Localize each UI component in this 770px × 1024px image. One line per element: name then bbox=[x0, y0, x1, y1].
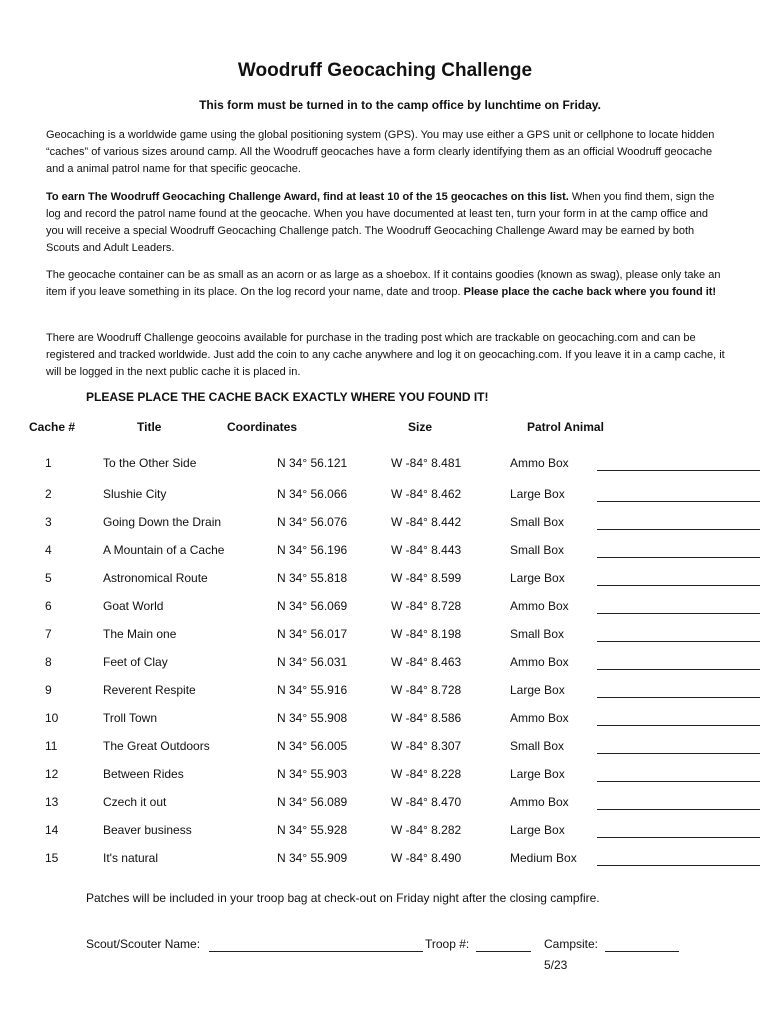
table-row bbox=[0, 627, 770, 647]
scout-name-field[interactable] bbox=[209, 951, 423, 952]
cache-size: Ammo Box bbox=[510, 795, 569, 809]
table-row bbox=[0, 767, 770, 787]
page-subtitle: This form must be turned in to the camp office by lunchtime on Friday. bbox=[199, 98, 601, 112]
cache-title: It's natural bbox=[103, 851, 158, 865]
table-row bbox=[0, 655, 770, 675]
campsite-field[interactable] bbox=[605, 951, 679, 952]
column-header-coordinates: Coordinates bbox=[227, 420, 298, 434]
cache-size: Ammo Box bbox=[510, 711, 569, 725]
cache-title: The Main one bbox=[103, 627, 177, 641]
cache-size: Small Box bbox=[510, 515, 565, 529]
patches-note: Patches will be included in your troop bag at check-out on Friday night after the closing campfire. bbox=[86, 891, 600, 905]
cache-latitude: N 34° 56.196 bbox=[277, 543, 348, 557]
patrol-animal-field[interactable] bbox=[597, 669, 760, 670]
patrol-animal-field[interactable] bbox=[597, 529, 760, 530]
cache-size: Ammo Box bbox=[510, 655, 569, 669]
cache-number: 2 bbox=[45, 487, 52, 501]
cache-longitude: W -84° 8.463 bbox=[391, 655, 462, 669]
column-header-size: Size bbox=[408, 420, 433, 434]
campsite-label: Campsite: bbox=[544, 937, 599, 951]
patrol-animal-field[interactable] bbox=[597, 641, 760, 642]
patrol-animal-field[interactable] bbox=[597, 501, 760, 502]
cache-longitude: W -84° 8.728 bbox=[391, 599, 462, 613]
cache-size: Large Box bbox=[510, 683, 565, 697]
cache-title: Goat World bbox=[103, 599, 164, 613]
cache-number: 4 bbox=[45, 543, 52, 557]
cache-number: 9 bbox=[45, 683, 52, 697]
scout-name-label: Scout/Scouter Name: bbox=[86, 937, 201, 951]
award-paragraph bbox=[46, 189, 726, 257]
patrol-animal-field[interactable] bbox=[597, 697, 760, 698]
patrol-animal-field[interactable] bbox=[597, 753, 760, 754]
cache-number: 7 bbox=[45, 627, 52, 641]
cache-number: 6 bbox=[45, 599, 52, 613]
page-title: Woodruff Geocaching Challenge bbox=[237, 60, 533, 81]
patrol-animal-field[interactable] bbox=[597, 781, 760, 782]
cache-longitude: W -84° 8.228 bbox=[391, 767, 462, 781]
cache-title: Between Rides bbox=[103, 767, 184, 781]
cache-latitude: N 34° 56.069 bbox=[277, 599, 348, 613]
container-details-text: The geocache container can be as small as an acorn or as large as a shoebox. If it contains goodies (known as swag), please only take an item if you leave something in its place. On the log record your name, date and troop. bbox=[46, 269, 721, 298]
patrol-animal-field[interactable] bbox=[597, 837, 760, 838]
patrol-animal-field[interactable] bbox=[597, 470, 760, 471]
container-paragraph bbox=[46, 267, 726, 301]
cache-latitude: N 34° 55.903 bbox=[277, 767, 348, 781]
patrol-animal-field[interactable] bbox=[597, 725, 760, 726]
cache-longitude: W -84° 8.599 bbox=[391, 571, 462, 585]
cache-longitude: W -84° 8.481 bbox=[391, 456, 462, 470]
cache-title: Slushie City bbox=[103, 487, 167, 501]
cache-size: Small Box bbox=[510, 543, 565, 557]
cache-title: Troll Town bbox=[103, 711, 158, 725]
table-row bbox=[0, 851, 770, 871]
cache-latitude: N 34° 55.928 bbox=[277, 823, 348, 837]
cache-longitude: W -84° 8.586 bbox=[391, 711, 462, 725]
table-row bbox=[0, 711, 770, 731]
cache-latitude: N 34° 55.818 bbox=[277, 571, 348, 585]
geocoin-paragraph: There are Woodruff Challenge geocoins available for purchase in the trading post which are trackable on geocaching.com and can be registered and tracked worldwide. Just add the coin to any cache anywhere and log it on geocaching.com. If you leave it in a camp cache, it will be logged in the next public cache it is placed in. bbox=[46, 332, 725, 378]
cache-latitude: N 34° 56.066 bbox=[277, 487, 348, 501]
table-row bbox=[0, 487, 770, 507]
cache-latitude: N 34° 55.908 bbox=[277, 711, 348, 725]
intro-paragraph: Geocaching is a worldwide game using the global positioning system (GPS). You may use either a GPS unit or cellphone to locate hidden “caches” of various sizes around camp. All the Woodruff geocaches have a form clearly identifying them as an official Woodruff geocache and a animal patrol name for that specific geocache. bbox=[46, 129, 715, 175]
cache-size: Small Box bbox=[510, 739, 565, 753]
cache-size: Medium Box bbox=[510, 851, 577, 865]
table-row bbox=[0, 543, 770, 563]
cache-number: 12 bbox=[45, 767, 59, 781]
patrol-animal-field[interactable] bbox=[597, 557, 760, 558]
cache-latitude: N 34° 56.121 bbox=[277, 456, 348, 470]
cache-longitude: W -84° 8.442 bbox=[391, 515, 462, 529]
cache-longitude: W -84° 8.307 bbox=[391, 739, 462, 753]
cache-title: To the Other Side bbox=[103, 456, 197, 470]
cache-size: Large Box bbox=[510, 571, 565, 585]
award-rule-text: To earn The Woodruff Geocaching Challenge Award, find at least 10 of the 15 geocaches on this list. bbox=[46, 191, 569, 203]
cache-title: Reverent Respite bbox=[103, 683, 196, 697]
cache-title: Astronomical Route bbox=[103, 571, 208, 585]
cache-longitude: W -84° 8.490 bbox=[391, 851, 462, 865]
troop-number-field[interactable] bbox=[476, 951, 531, 952]
cache-title: Feet of Clay bbox=[103, 655, 168, 669]
caution-heading: PLEASE PLACE THE CACHE BACK EXACTLY WHERE YOU FOUND IT! bbox=[86, 390, 489, 404]
cache-size: Large Box bbox=[510, 823, 565, 837]
cache-number: 3 bbox=[45, 515, 52, 529]
cache-size: Small Box bbox=[510, 627, 565, 641]
cache-latitude: N 34° 56.076 bbox=[277, 515, 348, 529]
cache-longitude: W -84° 8.198 bbox=[391, 627, 462, 641]
form-date: 5/23 bbox=[544, 958, 568, 972]
table-row bbox=[0, 515, 770, 535]
table-row bbox=[0, 456, 770, 476]
patrol-animal-field[interactable] bbox=[597, 613, 760, 614]
cache-longitude: W -84° 8.443 bbox=[391, 543, 462, 557]
column-header-cache: Cache # bbox=[29, 420, 76, 434]
patrol-animal-field[interactable] bbox=[597, 809, 760, 810]
cache-latitude: N 34° 56.017 bbox=[277, 627, 348, 641]
patrol-animal-field[interactable] bbox=[597, 585, 760, 586]
cache-latitude: N 34° 56.005 bbox=[277, 739, 348, 753]
column-header-title: Title bbox=[137, 420, 162, 434]
column-header-patrol-animal: Patrol Animal bbox=[527, 420, 604, 434]
cache-title: The Great Outdoors bbox=[103, 739, 210, 753]
cache-number: 5 bbox=[45, 571, 52, 585]
cache-size: Ammo Box bbox=[510, 599, 569, 613]
cache-number: 15 bbox=[45, 851, 59, 865]
cache-latitude: N 34° 55.909 bbox=[277, 851, 348, 865]
cache-title: Beaver business bbox=[103, 823, 192, 837]
cache-size: Large Box bbox=[510, 487, 565, 501]
troop-label: Troop #: bbox=[425, 937, 470, 951]
patrol-animal-field[interactable] bbox=[597, 865, 760, 866]
place-back-text: Please place the cache back where you found it! bbox=[463, 286, 717, 298]
cache-number: 13 bbox=[45, 795, 59, 809]
cache-size: Ammo Box bbox=[510, 456, 569, 470]
cache-longitude: W -84° 8.728 bbox=[391, 683, 462, 697]
cache-latitude: N 34° 56.089 bbox=[277, 795, 348, 809]
table-row bbox=[0, 683, 770, 703]
cache-title: Czech it out bbox=[103, 795, 167, 809]
cache-title: Going Down the Drain bbox=[103, 515, 222, 529]
cache-number: 10 bbox=[45, 711, 59, 725]
table-row bbox=[0, 571, 770, 591]
cache-longitude: W -84° 8.462 bbox=[391, 487, 462, 501]
cache-latitude: N 34° 56.031 bbox=[277, 655, 348, 669]
cache-number: 1 bbox=[45, 456, 52, 470]
award-details-text: When you find them, sign the log and record the patrol name found at the geocache. When you have documented at least ten, turn your form in at the camp office and you will receive a special Woodruff Geocaching Challenge patch. The Woodruff Geocaching Challenge Award may be earned by both Scouts and Adult Leaders. bbox=[46, 191, 715, 254]
cache-size: Large Box bbox=[510, 767, 565, 781]
table-row bbox=[0, 599, 770, 619]
cache-number: 8 bbox=[45, 655, 52, 669]
cache-longitude: W -84° 8.470 bbox=[391, 795, 462, 809]
cache-number: 11 bbox=[45, 739, 58, 753]
table-row bbox=[0, 739, 770, 759]
cache-longitude: W -84° 8.282 bbox=[391, 823, 462, 837]
table-row bbox=[0, 795, 770, 815]
cache-title: A Mountain of a Cache bbox=[103, 543, 225, 557]
table-row bbox=[0, 823, 770, 843]
cache-number: 14 bbox=[45, 823, 59, 837]
cache-latitude: N 34° 55.916 bbox=[277, 683, 348, 697]
